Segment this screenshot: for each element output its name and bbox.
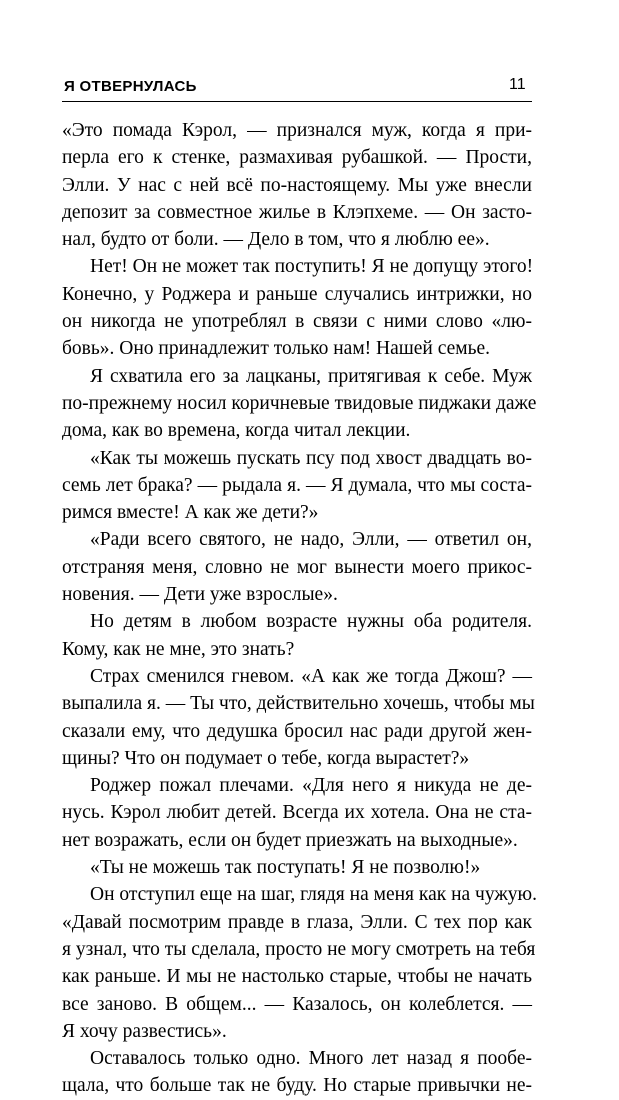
text-line: Нет! Он не может так поступить! Я не допущу этого!	[90, 256, 534, 278]
text-line: я узнал, что ты сделала, просто не могу смотреть на тебя	[62, 938, 536, 960]
header-rule	[62, 101, 532, 102]
text-line: Оставалось только одно. Много лет назад я пообе-	[90, 1048, 532, 1070]
text-line: как раньше. И мы не настолько старые, чтобы не начать	[62, 966, 532, 988]
text-line: по-прежнему носил коричневые твидовые пиджаки даже	[62, 392, 537, 414]
text-line: нал, будто от боли. — Дело в том, что я люблю ее».	[62, 229, 490, 251]
text-line: «Это помада Кэрол, — признался муж, когда я при-	[62, 120, 532, 141]
text-line: «Давай посмотрим правде в глаза, Элли. С тех пор как	[62, 911, 532, 933]
text-line: депозит за совместное жилье в Клэпхеме. — Он застo-	[62, 201, 532, 223]
text-line: «Как ты можешь пускать псу под хвост двадцать во-	[90, 447, 532, 469]
text-line: выпалила я. — Ты что, действительно хочешь, чтобы мы	[62, 693, 535, 715]
page-number: 11	[509, 76, 526, 93]
text-line: римся вместе! А как же дети?»	[62, 502, 319, 524]
text-line: семь лет брака? — рыдала я. — Я думала, что мы соста-	[62, 474, 532, 496]
text-line: он никогда не употреблял в связи с ними слово «лю-	[62, 311, 532, 333]
text-line: «Ты не можешь так поступать! Я не позволю!»	[90, 857, 481, 879]
text-line: щины? Что он подумает о тебе, когда вырастет?»	[62, 747, 470, 769]
text-line: Элли. У нас с ней всё по-настоящему. Мы уже внесли	[62, 174, 532, 196]
text-line: Но детям в любом возрасте нужны оба родителя.	[90, 611, 532, 633]
text-line: Я хочу развестись».	[62, 1020, 227, 1042]
text-line: Конечно, у Роджера и раньше случались интрижки, но	[62, 283, 532, 305]
text-line: сказали ему, что дедушка бросил нас ради другой жен-	[62, 720, 532, 742]
text-line: дома, как во времена, когда читал лекции.	[62, 420, 411, 442]
text-line: Он отступил еще на шаг, глядя на меня как на чужую.	[90, 884, 538, 906]
text-line: Роджер пожал плечами. «Для него я никуда не де-	[90, 775, 532, 797]
body-text	[62, 117, 538, 1100]
running-title: Я ОТВЕРНУЛАСЬ	[64, 78, 197, 95]
text-line: Я схватила его за лацканы, притягивая к себе. Муж	[90, 365, 532, 387]
text-line: отстраняя меня, словно не мог вынести моего прикос-	[62, 556, 532, 578]
text-line: все заново. В общем... — Казалось, он колеблется. —	[62, 993, 532, 1015]
text-line: щала, что больше так не буду. Но старые привычки не-	[62, 1075, 532, 1097]
text-line: новения. — Дети уже взрослые».	[62, 584, 338, 606]
text-line: «Ради всего святого, не надо, Элли, — ответил он,	[90, 529, 532, 551]
text-line: нусь. Кэрол любит детей. Всегда их хотела. Она не ста-	[62, 802, 532, 824]
text-line: нет возражать, если он будет приезжать на выходные».	[62, 829, 518, 851]
text-line: перла его к стенке, размахивая рубашкой. — Прости,	[62, 147, 532, 169]
text-line: бовь». Оно принадлежит только нам! Нашей семье.	[62, 338, 491, 360]
text-line: Кому, как не мне, это знать?	[62, 638, 295, 660]
text-line: Страх сменился гневом. «А как же тогда Джош? —	[90, 665, 532, 687]
